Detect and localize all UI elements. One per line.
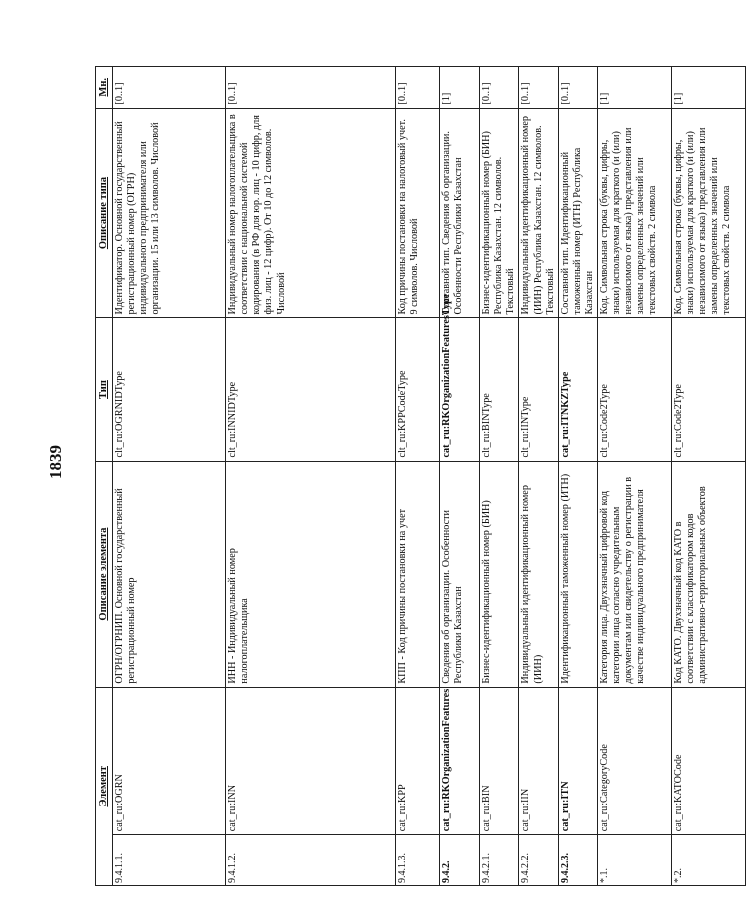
element-description: Индивидуальный идентификационный номер (ИИН) xyxy=(519,461,558,687)
table-row xyxy=(597,67,671,886)
table-row xyxy=(226,67,396,886)
schema-table xyxy=(95,66,746,886)
type-description: Бизнес-идентификационный номер (БИН) Республика Казахстан. 12 символов. Текстовый xyxy=(480,108,519,318)
row-number: 9.4.1.1. xyxy=(113,835,226,886)
element-name: cat_ru:KPP xyxy=(396,687,440,835)
row-number: *.2. xyxy=(671,835,745,886)
cardinality: [0..1] xyxy=(226,67,396,109)
table-row xyxy=(671,67,745,886)
type-name: clt_ru:OGRNIDType xyxy=(113,318,226,461)
element-description: КПП - Код причины постановки на учет xyxy=(396,461,440,687)
element-name: cat_ru:ITN xyxy=(558,687,597,835)
row-number: 9.4.2.3. xyxy=(558,835,597,886)
row-number: 9.4.2.2. xyxy=(519,835,558,886)
element-description: ИНН - Индивидуальный номер налогоплательщика xyxy=(226,461,396,687)
type-description: Составной тип. Идентификационный таможенный номер (ИТН) Республика Казахстан xyxy=(558,108,597,318)
cardinality: [1] xyxy=(597,67,671,109)
element-description: ОГРН/ОГРНИП. Основной государственный регистрационный номер xyxy=(113,461,226,687)
header-element-desc: Описание элемента xyxy=(96,461,113,687)
element-name: cat_ru:OGRN xyxy=(113,687,226,835)
element-description: Идентификационный таможенный номер (ИТН) xyxy=(558,461,597,687)
table-row xyxy=(113,67,226,886)
rotated-table-container xyxy=(95,66,732,886)
cardinality: [0..1] xyxy=(480,67,519,109)
table-row xyxy=(440,67,480,886)
type-name: clt_ru:BINType xyxy=(480,318,519,461)
type-name: clt_ru:INNIDType xyxy=(226,318,396,461)
element-description: Бизнес-идентификационный номер (БИН) xyxy=(480,461,519,687)
type-name: cat_ru:ITNKZType xyxy=(558,318,597,461)
element-name: cat_ru:RKOrganizationFeatures xyxy=(440,687,480,835)
table-row xyxy=(480,67,519,886)
cardinality: [0..1] xyxy=(113,67,226,109)
element-description: Категория лица. Двухзначный цифровой код категории лица согласно учредительным документам или свидетельству о регистрации в качестве индивидуального предпринимателя xyxy=(597,461,671,687)
type-name: cat_ru:RKOrganizationFeaturesType xyxy=(440,318,480,461)
row-number: 9.4.1.2. xyxy=(226,835,396,886)
element-description: Код КАТО. Двухзначный код КАТО в соответствии с классификатором кодов административно-территориальных объектов xyxy=(671,461,745,687)
header-element: Элемент xyxy=(96,687,113,885)
type-description: Индивидуальный номер налогоплательщика в соответствии с национальной системой кодирования (в РФ для юр. лиц - 10 цифр, для физ. лиц - 12 цифр). От 10 до 12 символов. Числовой xyxy=(226,108,396,318)
element-name: cat_ru:IIN xyxy=(519,687,558,835)
cardinality: [0..1] xyxy=(396,67,440,109)
type-description: Код. Символьная строка (буквы, цифры, знаки) используемая для краткого (и (или) независимого от языка) представления или замены определенных значений или текстовых свойств. 2 символа xyxy=(597,108,671,318)
row-number: 9.4.1.3. xyxy=(396,835,440,886)
row-number: 9.4.2. xyxy=(440,835,480,886)
element-name: cat_ru:KATOCode xyxy=(671,687,745,835)
row-number: *.1. xyxy=(597,835,671,886)
type-name: clt_ru:Code2Type xyxy=(671,318,745,461)
table-row xyxy=(519,67,558,886)
type-description: Индивидуальный идентификационный номер (ИИН) Республика Казахстан. 12 символов. Текстовый xyxy=(519,108,558,318)
element-name: cat_ru:BIN xyxy=(480,687,519,835)
header-type: Тип xyxy=(96,318,113,461)
type-description: Код причины постановки на налоговый учет. 9 символов. Числовой xyxy=(396,108,440,318)
type-description: Идентификатор. Основной государственный регистрационный номер (ОГРН) индивидуального предпринимателя или организации. 15 или 13 символов. Числовой xyxy=(113,108,226,318)
cardinality: [1] xyxy=(671,67,745,109)
cardinality: [1] xyxy=(440,67,480,109)
page-number: 1839 xyxy=(46,445,65,479)
type-name: clt_ru:IINType xyxy=(519,318,558,461)
type-description: Код. Символьная строка (буквы, цифры, знаки) используемая для краткого (и (или) независимого от языка) представления или замены определенных значений или текстовых свойств. 2 символа xyxy=(671,108,745,318)
type-description: Составной тип. Сведения об организации. Особенности Республики Казахстан xyxy=(440,108,480,318)
cardinality: [0..1] xyxy=(558,67,597,109)
table-row xyxy=(558,67,597,886)
type-name: clt_ru:KPPCodeType xyxy=(396,318,440,461)
row-number: 9.4.2.1. xyxy=(480,835,519,886)
table-row xyxy=(396,67,440,886)
header-type-desc: Описание типа xyxy=(96,108,113,318)
header-cardinality: Мн. xyxy=(96,67,113,109)
element-name: cat_ru:CategoryCode xyxy=(597,687,671,835)
header-row xyxy=(96,67,113,886)
type-name: clt_ru:Code2Type xyxy=(597,318,671,461)
element-name: cat_ru:INN xyxy=(226,687,396,835)
cardinality: [0..1] xyxy=(519,67,558,109)
element-description: Сведения об организации. Особенности Республики Казахстан xyxy=(440,461,480,687)
